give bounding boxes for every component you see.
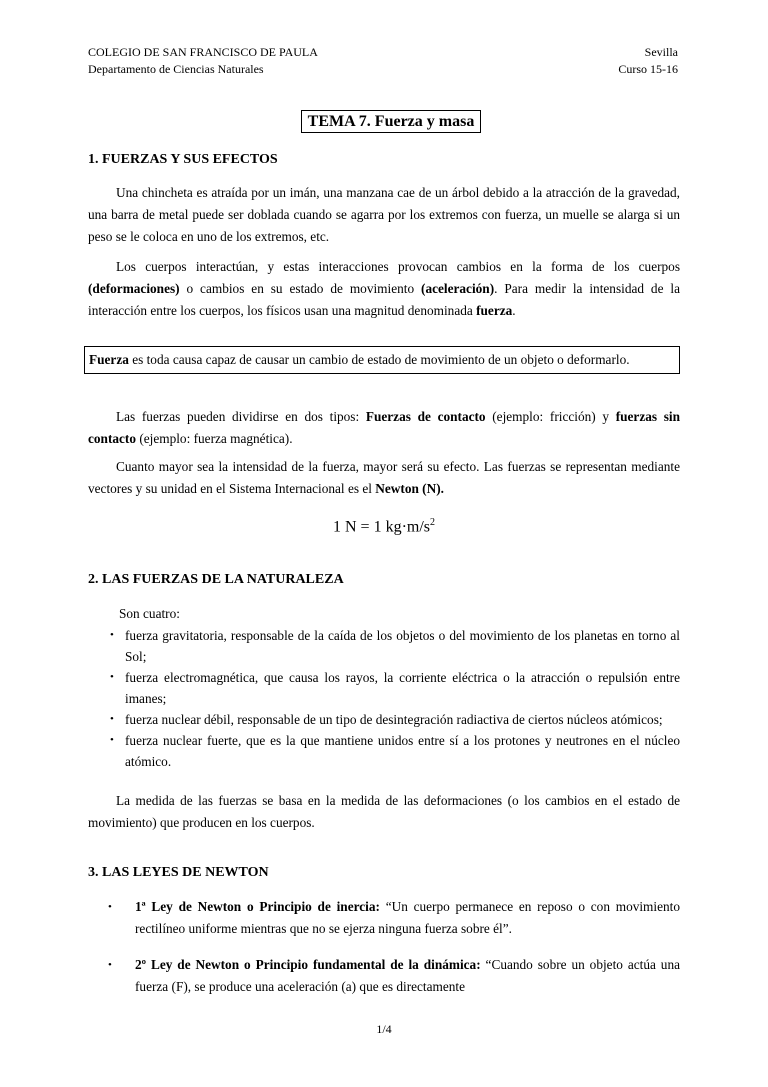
formula-exponent: 2 xyxy=(430,517,436,528)
list-item xyxy=(88,709,680,730)
bullet-icon: • xyxy=(108,959,112,971)
course: Curso 15-16 xyxy=(618,62,678,76)
definition-box xyxy=(84,346,680,374)
list-item xyxy=(88,730,680,772)
text-run: Las fuerzas pueden dividirse en dos tipos: xyxy=(116,409,366,424)
section-3-heading: 3. LAS LEYES DE NEWTON xyxy=(88,865,269,880)
header-left xyxy=(88,44,318,78)
paragraph-text: La medida de las fuerzas se basa en la medida de las deformaciones (o los cambios en el estado de movimiento) que producen en los cuerpos. xyxy=(88,793,680,830)
section-1-paragraph-1 xyxy=(88,182,680,248)
law-item-1 xyxy=(88,896,680,940)
bold-term: fuerza xyxy=(476,303,513,318)
list-item xyxy=(88,625,680,667)
definition-text: es toda causa capaz de causar un cambio de estado de movimiento de un objeto o deformarlo. xyxy=(128,352,630,367)
law-title: 2º Ley de Newton o Principio fundamental de la dinámica: xyxy=(135,957,481,972)
laws-list xyxy=(88,896,680,998)
section-2-body xyxy=(88,603,680,772)
section-1-heading: 1. FUERZAS Y SUS EFECTOS xyxy=(88,152,278,167)
list-item-text: fuerza nuclear fuerte, que es la que mantiene unidos entre sí a los protones y neutrones en el núcleo atómico. xyxy=(125,733,680,769)
bullet-icon: • xyxy=(110,629,114,641)
text-run: . Para medir la intensidad de la interacción entre los cuerpos, los físicos usan una magnitud denominada xyxy=(88,281,680,318)
section-1-paragraph-3 xyxy=(88,406,680,450)
header-right xyxy=(618,44,678,78)
list-item-text: fuerza electromagnética, que causa los rayos, la corriente eléctrica o la atracción o repulsión entre imanes; xyxy=(125,670,680,706)
list-item-text: fuerza gravitatoria, responsable de la caída de los objetos o del movimiento de los planetas en torno al Sol; xyxy=(125,628,680,664)
school-name: COLEGIO DE SAN FRANCISCO DE PAULA xyxy=(88,45,318,59)
section-2-intro: Son cuatro: xyxy=(119,606,180,621)
bold-term: Fuerzas de contacto xyxy=(365,409,486,424)
department-name: Departamento de Ciencias Naturales xyxy=(88,62,264,76)
text-run: o cambios en su estado de movimiento xyxy=(179,281,422,296)
text-run: (ejemplo: fuerza magnética). xyxy=(136,431,293,446)
bold-term: Newton (N). xyxy=(375,481,444,496)
bold-term: (aceleración) xyxy=(421,281,495,296)
bullet-icon: • xyxy=(110,713,114,725)
section-1-paragraph-4 xyxy=(88,456,680,500)
formula-main: 1 N = 1 kg·m/s xyxy=(332,518,431,536)
law-item-2 xyxy=(88,954,680,998)
newton-formula xyxy=(0,512,768,538)
bold-term: (deformaciones) xyxy=(88,281,180,296)
title-row xyxy=(0,110,768,133)
forces-list xyxy=(88,625,680,772)
text-run: (ejemplo: fricción) y xyxy=(485,409,616,424)
bold-term: fuerzas sin contacto xyxy=(88,409,680,446)
bullet-icon: • xyxy=(110,734,114,746)
bullet-icon: • xyxy=(108,901,112,913)
bullet-icon: • xyxy=(110,671,114,683)
page-number: 1/4 xyxy=(376,1022,392,1036)
law-text: “Un cuerpo permanece en reposo o con movimiento rectilíneo uniforme mientras que no se ejerza ninguna fuerza sobre él”. xyxy=(135,899,680,936)
paragraph-text: Una chincheta es atraída por un imán, una manzana cae de un árbol debido a la atracción de la gravedad, una barra de metal puede ser doblada cuando se agarra por los extremos con fuerza, un muelle se alarga si un peso se le coloca en uno de los extremos, etc. xyxy=(88,185,680,244)
definition-term: Fuerza xyxy=(89,352,129,367)
section-2-closing xyxy=(88,790,680,834)
list-item-text: fuerza nuclear débil, responsable de un tipo de desintegración radiactiva de ciertos núcleos atómicos; xyxy=(125,712,663,727)
newton-laws xyxy=(88,896,680,998)
text-run: Los cuerpos interactúan, y estas interacciones provocan cambios en la forma de los cuerpos xyxy=(116,259,680,274)
page-title: TEMA 7. Fuerza y masa xyxy=(301,110,482,133)
text-run: . xyxy=(512,303,516,318)
text-run: Cuanto mayor sea la intensidad de la fuerza, mayor será su efecto. Las fuerzas se representan mediante vectores y su unidad en el Sistema Internacional es el xyxy=(88,459,680,496)
section-1-paragraph-2 xyxy=(88,256,680,322)
city: Sevilla xyxy=(644,45,678,59)
list-item xyxy=(88,667,680,709)
law-text: “Cuando sobre un objeto actúa una fuerza (F), se produce una aceleración (a) que es directamente xyxy=(135,957,681,994)
law-title: 1ª Ley de Newton o Principio de inercia: xyxy=(135,899,380,914)
section-2-heading: 2. LAS FUERZAS DE LA NATURALEZA xyxy=(88,572,344,587)
